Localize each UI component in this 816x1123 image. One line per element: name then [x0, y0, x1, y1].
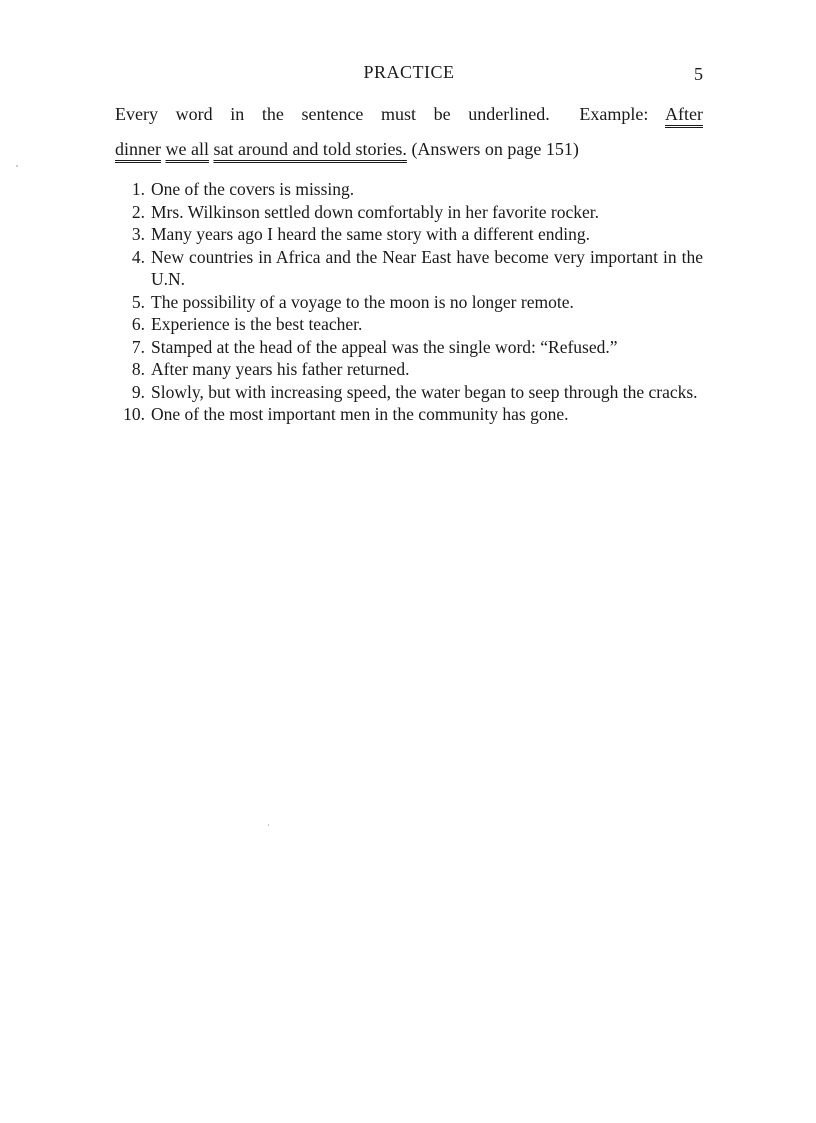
- exercise-item: [115, 313, 703, 336]
- exercise-sentence: One of the covers is missing.: [151, 179, 355, 199]
- answers-note: (Answers on page 151): [411, 139, 579, 159]
- exercise-item: [115, 403, 703, 426]
- instructions-paragraph: [115, 97, 703, 167]
- exercise-item: [115, 358, 703, 381]
- instruction-text: Every word in the sentence must be underlined.: [115, 104, 550, 124]
- exercise-item: [115, 336, 703, 359]
- exercise-number: 2.: [131, 201, 145, 222]
- page-number: 5: [694, 64, 703, 84]
- instructions-line-2: [115, 132, 703, 167]
- exercise-sentence: After many years his father returned.: [151, 359, 410, 379]
- exercise-number: 10.: [123, 404, 145, 424]
- example-word-dinner: dinner: [115, 139, 161, 159]
- exercise-item: [115, 246, 703, 291]
- exercise-sentence: Stamped at the head of the appeal was the single word: “Refused.”: [151, 336, 618, 357]
- exercise-sentence: Experience is the best teacher.: [151, 314, 363, 334]
- exercise-number: 9.: [131, 381, 145, 402]
- exercise-sentence: Mrs. Wilkinson settled down comfortably in her favorite rocker.: [151, 201, 600, 222]
- exercise-sentence: New countries in Africa and the Near East have become very important in the U.N.: [151, 246, 703, 289]
- exercise-sentence: Slowly, but with increasing speed, the water began to seep through the cracks.: [151, 381, 698, 402]
- exercise-number: 5.: [131, 291, 145, 312]
- exercise-number: 8.: [131, 359, 145, 379]
- exercise-item: [115, 381, 703, 404]
- exercise-item: [115, 201, 703, 224]
- exercise-sentence: The possibility of a voyage to the moon is no longer remote.: [151, 291, 574, 312]
- example-label: Example:: [579, 104, 649, 124]
- book-page: [115, 58, 703, 426]
- exercise-sentence: Many years ago I heard the same story with a different ending.: [151, 224, 590, 244]
- exercise-item: [115, 223, 703, 246]
- scan-speck: [268, 824, 269, 826]
- exercise-item: [115, 291, 703, 314]
- exercise-sentence: One of the most important men in the community has gone.: [151, 404, 569, 424]
- instructions-line-1: [115, 97, 703, 132]
- example-word-after: After: [665, 104, 703, 124]
- exercise-number: 7.: [131, 336, 145, 357]
- example-predicate: sat around and told stories.: [213, 139, 407, 159]
- exercise-number: 3.: [131, 224, 145, 244]
- exercise-number: 1.: [131, 179, 145, 199]
- running-head: [115, 58, 703, 88]
- exercise-number: 4.: [131, 246, 145, 267]
- page-title: PRACTICE: [363, 62, 455, 82]
- exercise-item: [115, 178, 703, 201]
- scan-speck: [16, 165, 18, 167]
- exercise-list: [115, 178, 703, 426]
- example-words-we-all: we all: [165, 139, 209, 159]
- exercise-number: 6.: [131, 314, 145, 334]
